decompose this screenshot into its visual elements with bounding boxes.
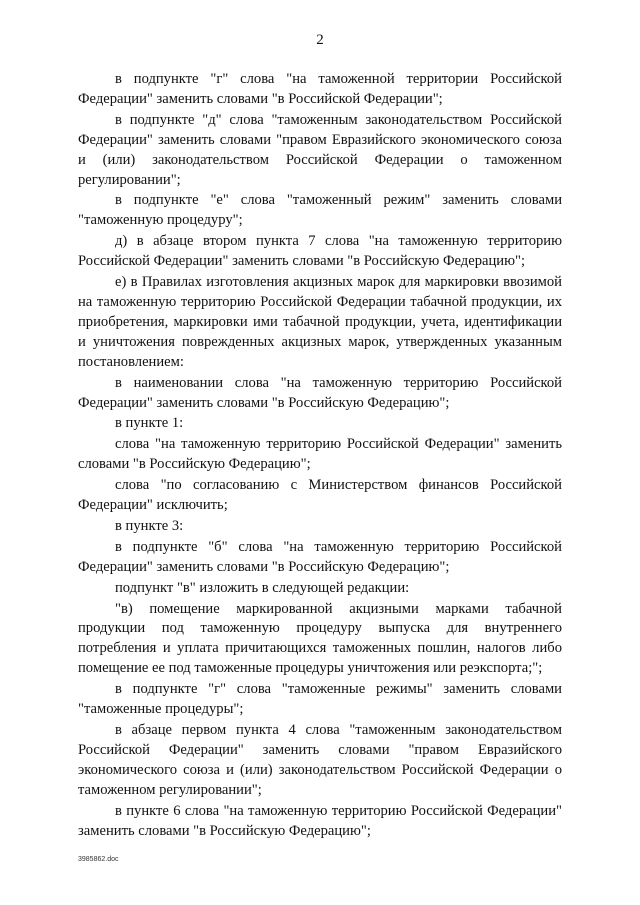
paragraph: в подпункте "г" слова "таможенные режимы" заменить словами "таможенные процедуры"; [78,681,562,718]
paragraph: в пункте 1: [115,415,184,432]
paragraph: е) в Правилах изготовления акцизных марок для маркировки ввозимой на таможенную территорию Российской Федерации табачной продукции, их приобретения, маркировки ими табачной продукции, учета, идентификации и уничтожения поврежденных акцизных марок, утвержденных указанным постановлением: [78,274,562,370]
paragraph: д) в абзаце втором пункта 7 слова "на таможенную территорию Российской Федерации" заменить словами "в Российскую Федерацию"; [78,233,562,270]
paragraph: "в) помещение маркированной акцизными марками табачной продукции под таможенную процедуру выпуска для внутреннего потребления и уплата причитающихся таможенных пошлин, налогов либо помещение ее под таможенные процедуры уничтожения или реэкспорта;"; [78,600,562,677]
paragraph: подпункт "в" изложить в следующей редакции: [115,579,410,596]
paragraph: в подпункте "д" слова "таможенным законодательством Российской Федерации" заменить словами "правом Евразийского экономического союза и (или) законодательством Российской Федерации о таможенном регулировании"; [78,111,562,188]
paragraph: слова "по согласованию с Министерством финансов Российской Федерации" исключить; [78,477,562,514]
paragraph: в подпункте "е" слова "таможенный режим" заменить словами "таможенную процедуру"; [78,192,562,229]
paragraph: в абзаце первом пункта 4 слова "таможенным законодательством Российской Федерации" заменить словами "правом Евразийского экономического союза и (или) законодательством Российской Федерации о таможенном регулировании"; [78,722,562,798]
paragraph: слова "на таможенную территорию Российской Федерации" заменить словами "в Российскую Федерацию"; [78,436,562,473]
paragraph: в пункте 6 слова "на таможенную территорию Российской Федерации" заменить словами "в Российскую Федерацию"; [78,802,562,839]
paragraph: в подпункте "г" слова "на таможенной территории Российской Федерации" заменить словами "в Российской Федерации"; [78,71,562,107]
paragraph: в подпункте "б" слова "на таможенную территорию Российской Федерации" заменить словами "в Российскую Федерацию"; [78,538,562,575]
page-number: 2 [316,32,324,48]
paragraph: в наименовании слова "на таможенную территорию Российской Федерации" заменить словами "в Российскую Федерацию"; [78,374,562,411]
footer-file-code: 3985862.doc [78,856,119,863]
paragraph: в пункте 3: [115,517,184,534]
document-body [78,70,562,842]
